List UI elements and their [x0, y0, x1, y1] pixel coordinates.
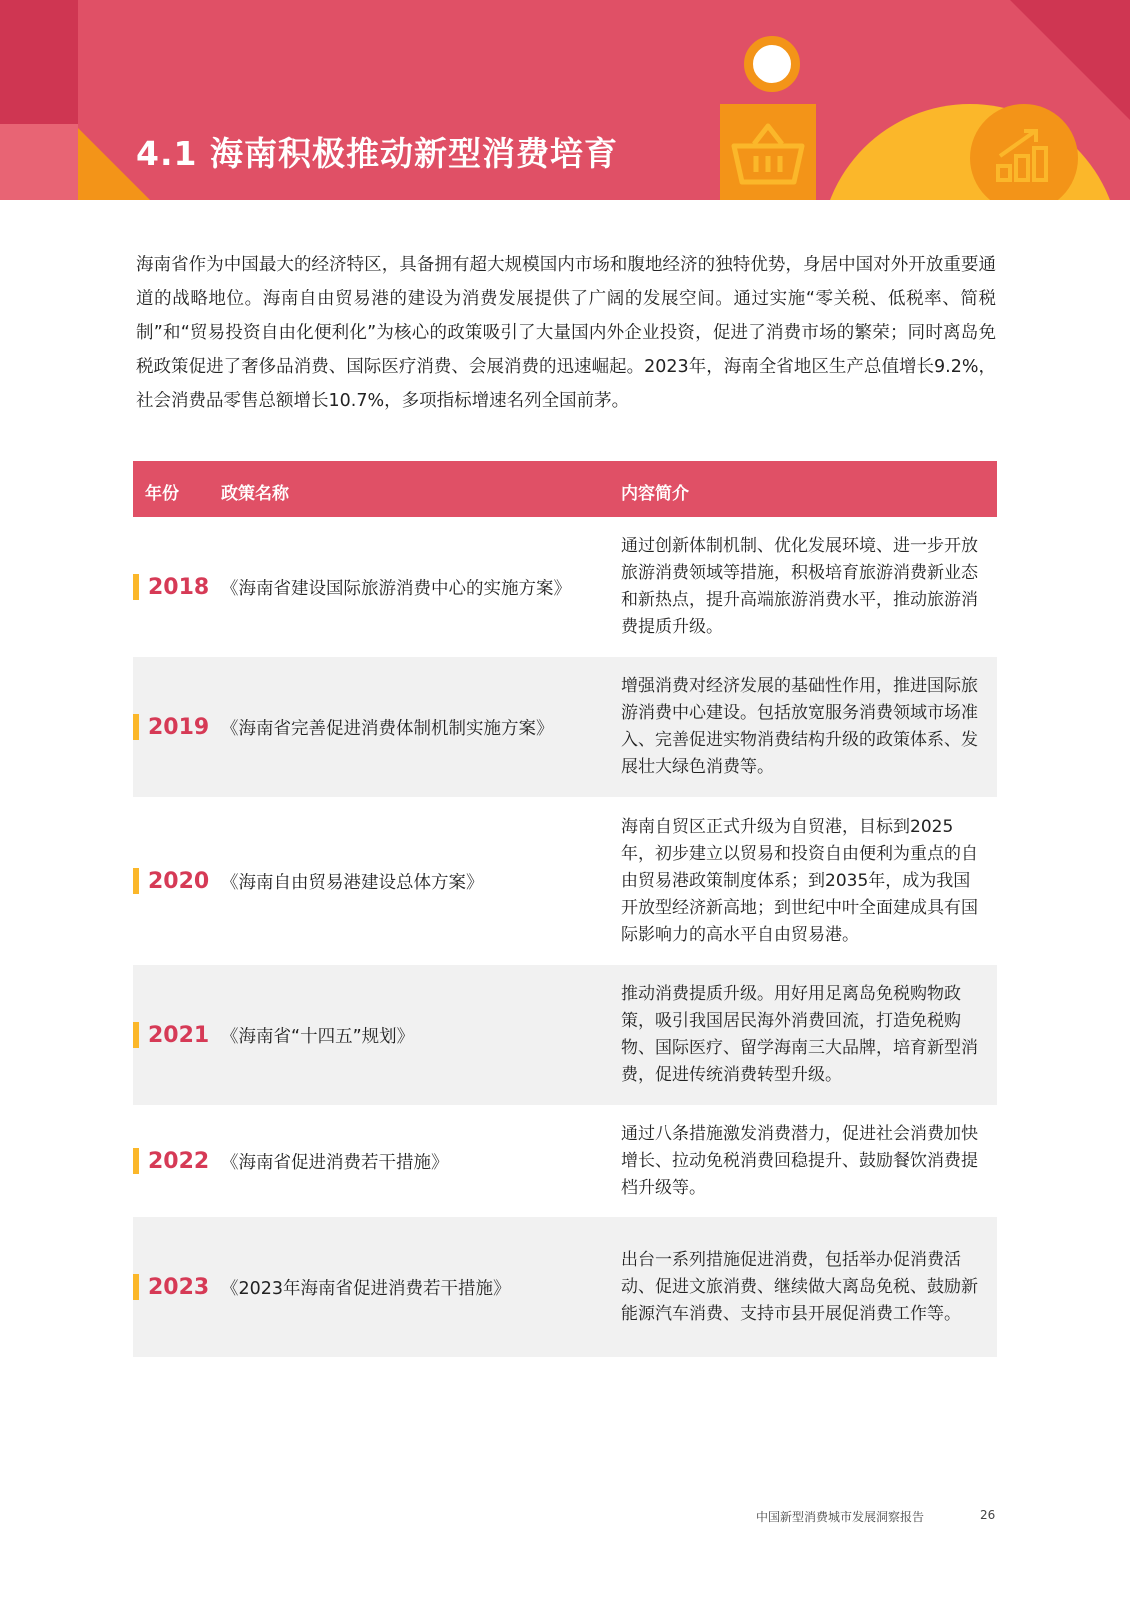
table-header: [133, 461, 997, 517]
row-policy-name: 《海南省完善促进消费体制机制实施方案》: [221, 718, 554, 739]
row-year: 2021: [148, 1022, 210, 1048]
row-accent-bar: [133, 1148, 139, 1174]
header-description: 内容简介: [621, 484, 689, 504]
table-row: [133, 965, 997, 1105]
report-title-footer: 中国新型消费城市发展洞察报告: [756, 1510, 925, 1524]
table-row: [133, 517, 997, 657]
header-year: 年份: [145, 484, 179, 504]
table-row: [133, 797, 997, 965]
banner-decoration-triangle: [1010, 0, 1130, 120]
row-description: 增强消费对经济发展的基础性作用，推进国际旅游消费中心建设。包括放宽服务消费领域市场准入、完善促进实物消费结构升级的政策体系、发展壮大绿色消费等。: [621, 676, 978, 777]
row-description: 通过八条措施激发消费潜力，促进社会消费加快增长、拉动免税消费回稳提升、鼓励餐饮消费提档升级等。: [621, 1123, 978, 1198]
row-description: 通过创新体制机制、优化发展环境、进一步开放旅游消费领域等措施，积极培育旅游消费新业态和新热点，提升高端旅游消费水平，推动旅游消费提质升级。: [621, 536, 978, 637]
row-accent-bar: [133, 1274, 139, 1300]
row-accent-bar: [133, 714, 139, 740]
table-row: [133, 1217, 997, 1357]
header-banner: [0, 0, 1130, 200]
row-year: 2020: [148, 868, 210, 894]
coin-ring-icon: [744, 36, 800, 92]
row-policy-name: 《海南省促进消费若干措施》: [221, 1152, 449, 1173]
banner-decoration-block: [0, 0, 78, 124]
table-row: [133, 657, 997, 797]
row-description: 推动消费提质升级。用好用足离岛免税购物政策，吸引我国居民海外消费回流，打造免税购物、国际医疗、留学海南三大品牌，培育新型消费，促进传统消费转型升级。: [621, 984, 978, 1085]
row-accent-bar: [133, 574, 139, 600]
row-description: 出台一系列措施促进消费，包括举办促消费活动、促进文旅消费、继续做大离岛免税、鼓励新能源汽车消费、支持市县开展促消费工作等。: [621, 1249, 978, 1324]
row-year: 2019: [148, 714, 210, 740]
page-title: 4.1 海南积极推动新型消费培育: [136, 134, 618, 173]
growth-chart-icon: [994, 126, 1054, 186]
basket-icon: [730, 118, 806, 188]
header-policy-name: 政策名称: [221, 484, 289, 504]
row-policy-name: 《海南省“十四五”规划》: [221, 1026, 415, 1047]
row-year: 2022: [148, 1148, 210, 1174]
banner-decoration-block: [0, 124, 78, 200]
row-policy-name: 《2023年海南省促进消费若干措施》: [221, 1278, 511, 1299]
intro-paragraph: 海南省作为中国最大的经济特区，具备拥有超大规模国内市场和腹地经济的独特优势，身居中国对外开放重要通道的战略地位。海南自由贸易港的建设为消费发展提供了广阔的发展空间。通过实施“零关税、低税率、简税制”和“贸易投资自由化便利化”为核心的政策吸引了大量国内外企业投资，促进了消费市场的繁荣；同时离岛免税政策促进了奢侈品消费、国际医疗消费、会展消费的迅速崛起。2023年，海南全省地区生产总值增长9.2%，社会消费品零售总额增长10.7%，多项指标增速名列全国前茅。: [136, 255, 996, 411]
row-policy-name: 《海南自由贸易港建设总体方案》: [221, 872, 484, 893]
row-description: 海南自贸区正式升级为自贸港，目标到2025年，初步建立以贸易和投资自由便利为重点的自由贸易港政策制度体系；到2035年，成为我国开放型经济新高地；到世纪中叶全面建成具有国际影响力的高水平自由贸易港。: [621, 816, 978, 945]
row-year: 2018: [148, 574, 210, 600]
table-row: [133, 1105, 997, 1217]
row-accent-bar: [133, 868, 139, 894]
page-number: 26: [980, 1508, 996, 1522]
row-policy-name: 《海南省建设国际旅游消费中心的实施方案》: [221, 578, 571, 599]
policy-table: [133, 461, 997, 1357]
row-accent-bar: [133, 1022, 139, 1048]
row-year: 2023: [148, 1274, 210, 1300]
basket-icon-tile: [720, 104, 816, 200]
